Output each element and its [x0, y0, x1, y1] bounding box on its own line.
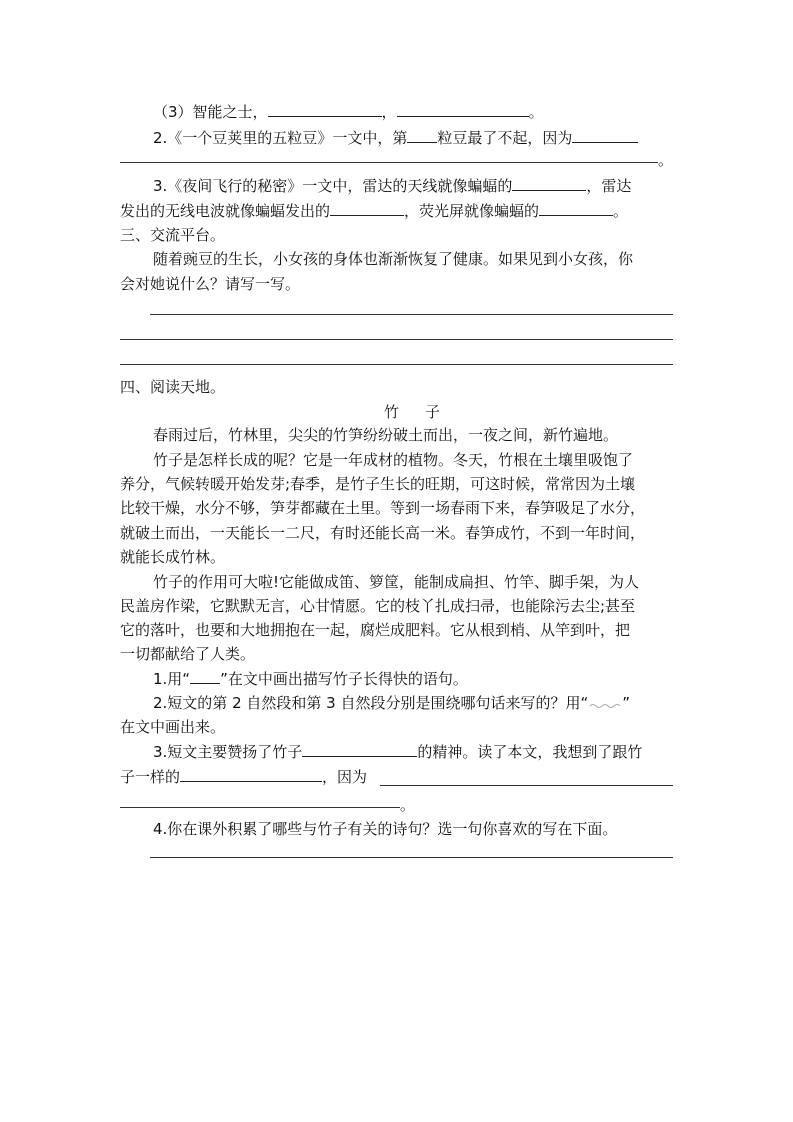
passage-paragraph-2-line: 竹子是怎样长成的呢？它是一年成材的植物。冬天，竹根在土壤里吸饱了 — [153, 451, 634, 469]
passage-paragraph-3-line: 竹子的作用可大啦!它能做成笛、箩筐，能制成扁担、竹竿、脚手架，为人 — [153, 573, 640, 591]
answer-line[interactable] — [380, 785, 673, 786]
writing-line[interactable] — [150, 857, 673, 858]
reading-question-3: 3.短文主要赞扬了竹子 的精神。读了本文，我想到了跟竹 — [153, 743, 643, 761]
answer-blank[interactable] — [397, 102, 529, 117]
question-2-beans: 2.《一个豆荚里的五粒豆》一文中，第 粒豆最了不起，因为 — [153, 128, 638, 148]
section-4-heading: 四、阅读天地。 — [120, 378, 226, 396]
section-3-heading: 三、交流平台。 — [120, 226, 226, 244]
question-3-smart: （3）智能之士， ， 。 — [153, 103, 544, 121]
passage-paragraph-1: 春雨过后，竹林里，尖尖的竹笋纷纷破土而出，一夜之间，新竹遍地。 — [153, 426, 619, 444]
reading-question-1: 1.用“ ”在文中画出描写竹子长得快的语句。 — [153, 670, 468, 688]
underline-sample — [190, 669, 220, 684]
answer-blank[interactable] — [330, 201, 404, 216]
reading-question-2-cont: 在文中画出来。 — [120, 718, 226, 736]
passage-title: 竹 子 — [384, 403, 441, 421]
reading-question-2: 2.短文的第 2 自然段和第 3 自然段分别是围绕哪句话来写的？用“ ” — [153, 694, 631, 712]
answer-blank[interactable] — [180, 767, 322, 782]
answer-line[interactable] — [120, 162, 658, 163]
period-mark: 。 — [400, 796, 416, 814]
section-3-prompt-line2: 会对她说什么？请写一写。 — [120, 275, 301, 293]
passage-paragraph-2-line: 养分，气候转暖开始发芽;春季，是竹子生长的旺期，可这时候，常常因为土壤 — [120, 475, 636, 493]
reading-question-4: 4.你在课外积累了哪些与竹子有关的诗句？选一句你喜欢的写在下面。 — [153, 820, 618, 838]
answer-blank[interactable] — [539, 201, 613, 216]
reading-question-3-cont: 子一样的 ，因为 — [120, 768, 368, 786]
passage-paragraph-2-line: 就能长成竹林。 — [120, 548, 226, 566]
answer-blank[interactable] — [512, 176, 586, 191]
writing-line[interactable] — [150, 314, 673, 315]
wavy-underline-icon — [588, 698, 622, 708]
answer-line[interactable] — [120, 807, 400, 808]
section-3-prompt-line1: 随着豌豆的生长，小女孩的身体也渐渐恢复了健康。如果见到小女孩，你 — [153, 250, 634, 268]
answer-blank[interactable] — [572, 128, 638, 143]
writing-line[interactable] — [120, 339, 673, 340]
passage-paragraph-2-line: 比较干燥，水分不够，笋芽都藏在土里。等到一场春雨下来，春笋吸足了水分， — [120, 499, 646, 517]
question-3-radar: 3.《夜间飞行的秘密》一文中，雷达的天线就像蝙蝠的 ，雷达 — [153, 177, 632, 195]
question-3-radar-cont: 发出的无线电波就像蝙蝠发出的 ，荧光屏就像蝙蝠的 。 — [120, 202, 629, 220]
passage-paragraph-3-line: 它的落叶，也要和大地拥抱在一起，腐烂成肥料。它从根到梢、从竿到叶，把 — [120, 621, 631, 639]
answer-blank[interactable] — [302, 742, 417, 757]
passage-paragraph-3-line: 民盖房作梁，它默默无言，心甘情愿。它的枝丫扎成扫帚，也能除污去尘;甚至 — [120, 597, 636, 615]
passage-paragraph-3-line: 一切都献给了人类。 — [120, 645, 256, 663]
passage-paragraph-2-line: 就破土而出，一天能长一二尺，有时还能长高一米。春笋成竹，不到一年时间， — [120, 524, 646, 542]
answer-blank[interactable] — [407, 128, 437, 143]
period-mark: 。 — [658, 151, 674, 169]
answer-blank[interactable] — [268, 102, 382, 117]
writing-line[interactable] — [120, 364, 673, 365]
